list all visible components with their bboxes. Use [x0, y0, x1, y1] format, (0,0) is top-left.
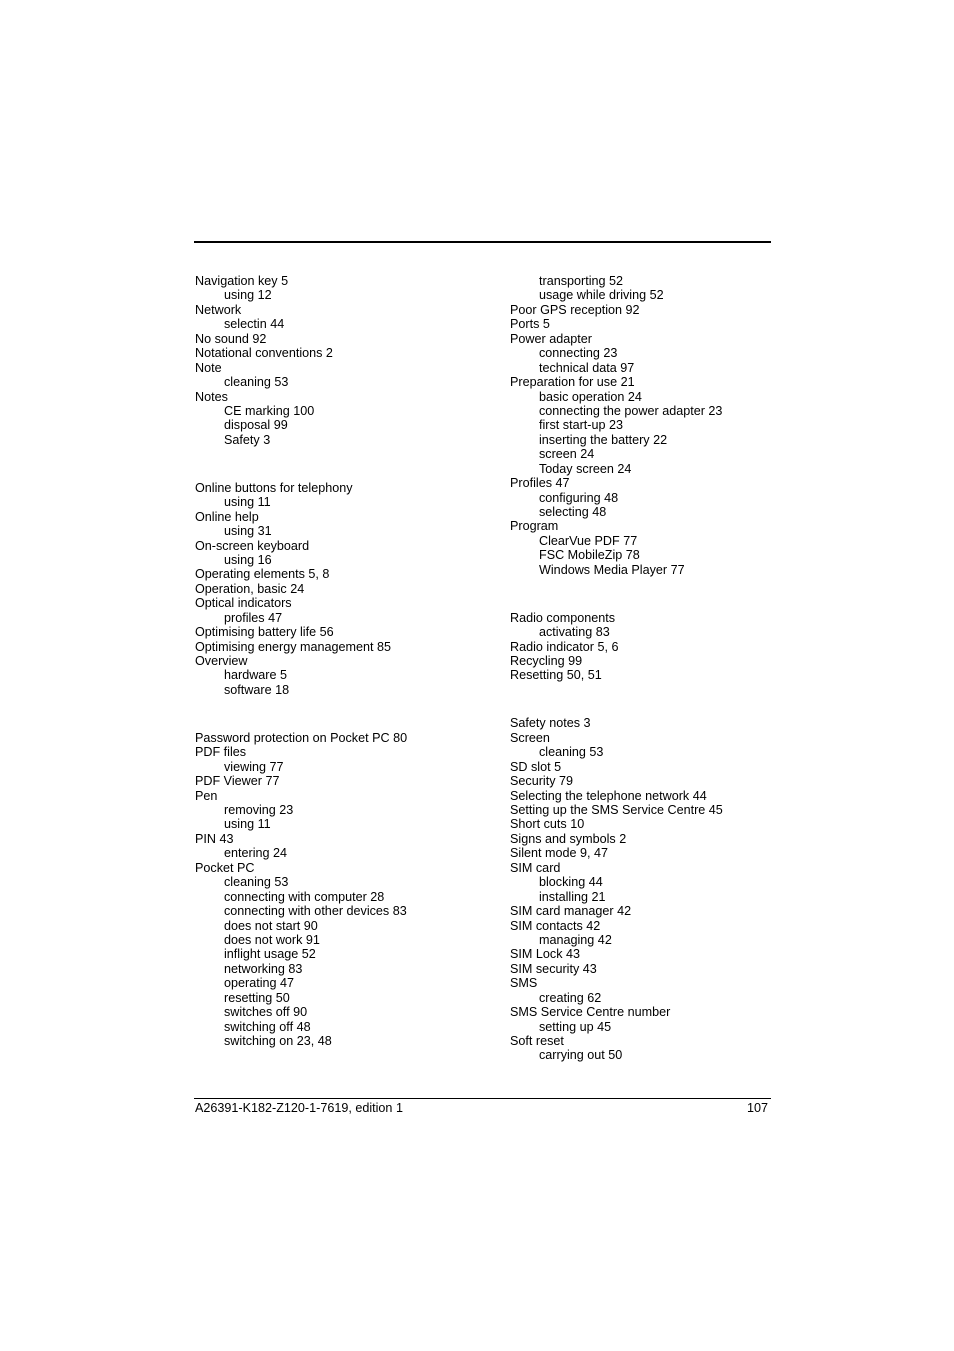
index-subentry: connecting 23: [539, 346, 618, 361]
index-entry: On-screen keyboard: [195, 538, 310, 553]
index-subentry: selecting 48: [539, 505, 607, 519]
index-entry: Optimising battery life 56: [195, 625, 334, 640]
index-subentry: inflight usage 52: [224, 947, 316, 962]
index-entry: Note: [195, 360, 222, 375]
index-subentry: configuring 48: [539, 490, 619, 505]
index-entry: Poor GPS reception 92: [510, 302, 640, 317]
index-entry: Online help: [195, 509, 259, 524]
index-entry: Password protection on Pocket PC 80: [195, 730, 408, 745]
index-entry: Setting up the SMS Service Centre 45: [510, 803, 723, 817]
index-subentry: first start-up 23: [539, 418, 623, 433]
index-entry: Operation, basic 24: [195, 581, 305, 596]
index-subentry: installing 21: [539, 889, 606, 904]
header-rule: [194, 241, 771, 243]
footer-page-number: 107: [746, 1101, 768, 1115]
index-subentry: CE marking 100: [224, 403, 315, 418]
index-entry: Security 79: [510, 774, 573, 789]
index-entry: Operating elements 5, 8: [195, 567, 330, 582]
index-subentry: managing 42: [539, 932, 612, 947]
index-entry: Radio components: [510, 610, 616, 625]
index-subentry: FSC MobileZip 78: [539, 548, 640, 563]
index-entry: Online buttons for telephony: [195, 480, 353, 495]
index-subentry: connecting with computer 28: [224, 889, 385, 904]
index-entry: Safety notes 3: [510, 716, 591, 731]
index-subentry: selectin 44: [224, 317, 285, 332]
index-subentry: using 31: [224, 524, 272, 539]
index-entry: Power adapter: [510, 331, 592, 346]
index-entry: Ports 5: [510, 317, 550, 332]
index-entry: Short cuts 10: [510, 817, 585, 832]
index-subentry: using 11: [224, 495, 271, 510]
index-entry: Overview: [195, 654, 248, 668]
index-subentry: operating 47: [224, 976, 295, 991]
index-entry: SMS Service Centre number: [510, 1005, 671, 1020]
index-subentry: software 18: [224, 682, 290, 697]
index-entry: Notes: [195, 389, 228, 404]
index-subentry: entering 24: [224, 846, 288, 861]
index-entry: Optical indicators: [195, 596, 292, 611]
index-subentry: screen 24: [539, 447, 595, 462]
index-entry: Preparation for use 21: [510, 375, 635, 390]
index-subentry: Safety 3: [224, 432, 271, 447]
index-subentry: using 16: [224, 552, 272, 567]
index-column-left: [195, 274, 495, 1048]
index-subentry: activating 83: [539, 625, 610, 640]
index-subentry: transporting 52: [539, 274, 624, 288]
index-entry: SIM card: [510, 860, 561, 875]
index-subentry: profiles 47: [224, 610, 283, 625]
index-subentry: resetting 50: [224, 990, 290, 1005]
index-entry: Silent mode 9, 47: [510, 846, 609, 861]
index-entry: Screen: [510, 730, 550, 745]
index-subentry: cleaning 53: [224, 875, 289, 890]
index-entry: Profiles 47: [510, 476, 570, 491]
index-subentry: using 12: [224, 288, 272, 303]
footer-rule: [194, 1098, 771, 1099]
index-column-right: [510, 274, 810, 1063]
index-subentry: viewing 77: [224, 759, 284, 774]
index-subentry: inserting the battery 22: [539, 432, 668, 447]
index-entry: Optimising energy management 85: [195, 639, 392, 654]
index-entry: SD slot 5: [510, 759, 562, 774]
index-subentry: cleaning 53: [539, 745, 604, 760]
index-entry: PIN 43: [195, 831, 234, 846]
index-subentry: Windows Media Player 77: [539, 562, 685, 577]
index-subentry: carrying out 50: [539, 1048, 623, 1063]
index-subentry: does not start 90: [224, 918, 318, 933]
index-entry: No sound 92: [195, 331, 267, 346]
index-entry: Network: [195, 302, 242, 317]
index-entry: Signs and symbols 2: [510, 831, 627, 846]
index-subentry: disposal 99: [224, 418, 288, 433]
index-subentry: basic operation 24: [539, 389, 642, 404]
index-entry: SIM contacts 42: [510, 918, 601, 933]
index-entry: SIM security 43: [510, 961, 597, 976]
index-entry: Navigation key 5: [195, 274, 289, 288]
index-subentry: connecting with other devices 83: [224, 904, 407, 919]
index-subentry: creating 62: [539, 990, 602, 1005]
index-entry: SIM card manager 42: [510, 904, 632, 919]
index-subentry: connecting the power adapter 23: [539, 403, 723, 418]
index-entry: Selecting the telephone network 44: [510, 788, 707, 803]
index-entry: Recycling 99: [510, 654, 583, 668]
index-subentry: switching on 23, 48: [224, 1034, 332, 1048]
index-subentry: hardware 5: [224, 668, 288, 683]
index-entry: Pocket PC: [195, 860, 255, 875]
index-entry: Resetting 50, 51: [510, 668, 602, 683]
index-subentry: networking 83: [224, 961, 303, 976]
footer-document-id: A26391-K182-Z120-1-7619, edition 1: [195, 1101, 403, 1115]
index-subentry: does not work 91: [224, 932, 320, 947]
index-entry: SIM Lock 43: [510, 947, 580, 962]
index-entry: PDF Viewer 77: [195, 774, 280, 789]
index-subentry: switches off 90: [224, 1005, 308, 1020]
index-subentry: usage while driving 52: [539, 288, 664, 303]
index-subentry: removing 23: [224, 803, 294, 817]
index-entry: Program: [510, 519, 559, 534]
index-entry: Radio indicator 5, 6: [510, 639, 619, 654]
index-entry: PDF files: [195, 745, 247, 760]
index-subentry: cleaning 53: [224, 375, 289, 390]
index-subentry: Today screen 24: [539, 461, 632, 476]
index-entry: SMS: [510, 976, 538, 991]
index-subentry: blocking 44: [539, 875, 603, 890]
index-subentry: using 11: [224, 817, 271, 832]
index-subentry: setting up 45: [539, 1019, 612, 1034]
index-subentry: switching off 48: [224, 1019, 311, 1034]
index-subentry: technical data 97: [539, 360, 635, 375]
index-entry: Soft reset: [510, 1034, 564, 1048]
index-entry: Pen: [195, 788, 218, 803]
index-subentry: ClearVue PDF 77: [539, 533, 638, 548]
index-entry: Notational conventions 2: [195, 346, 333, 361]
